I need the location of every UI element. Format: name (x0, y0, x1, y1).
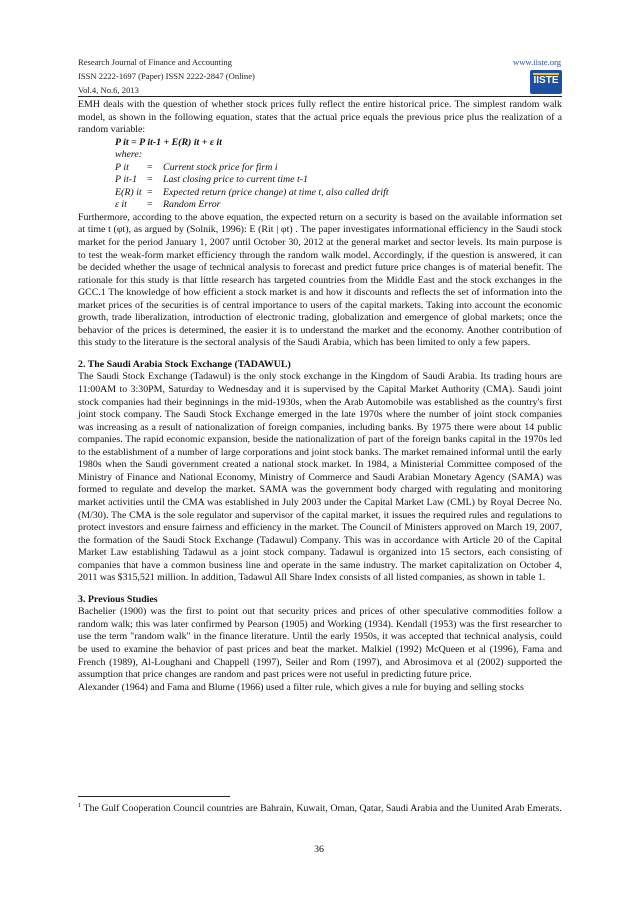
page-number: 36 (314, 844, 324, 855)
random-walk-equation: P it = P it-1 + E(R) it + ε it (115, 136, 222, 148)
definition-text: Last closing price to current time t-1 (163, 174, 308, 186)
definition-symbol: P it-1 (115, 174, 138, 186)
equals-sign: = (147, 174, 153, 186)
efficiency-paragraph: Furthermore, according to the above equation, the expected return on a security is based on the available information set at time t (φt), as argued by (Solnik, 1996): E (Rit | φt) . The paper investigates informational efficiency in the Saudi stock market for the period January 1, 2007 until October 30, 2012 at the general market and sector levels. Its main purpose is to test the weak-form market efficiency through the random walk model. Accordingly, if the question is answered, it can be decided whether the usage of technical analysis to forecast and predict future price changes is of material benefit. The rationale for this study is that little research has targeted countries from the Middle East and the stock exchanges in the GCC.1 The knowledge of how efficient a stock market is and how it discounts and reflects the set of information into the market prices of the securities is of central importance to users of the capital markets. Taking into account the economic growth, trade liberalization, introduction of electronic trading, globalization and emergence of global markets; once the behavior of the prices is determined, the easier it is to understand the market and the economy. Another contribution of this study to the literature is the sectoral analysis of the Saudi Arabia, which has been limited to only a few papers. (78, 211, 562, 349)
definition-row (78, 174, 562, 187)
intro-paragraph: EMH deals with the question of whether stock prices fully reflect the entire historical price. The simplest random walk model, as shown in the following equation, states that the actual price equals the previous price plus the realization of a random variable: (78, 99, 562, 136)
iiste-logo (530, 70, 562, 94)
definition-row (78, 199, 562, 212)
previous-studies-paragraph: Bachelier (1900) was the first to point out that security prices and prices of other speculative commodities follow a random walk; this was later confirmed by Pearson (1905) and Working (1934). Kendall (1953) was the first researcher to use the term "random walk" in the finance literature. Until the early 1950s, it was accepted that technical analysis, could be used to examine the behavior of past prices and beat the market. Malkiel (1992) McQueen et al (1996), Fama and French (1989), Al-Loughani and Chappell (1997), Seiler and Rom (1997), and Abrosimova et al (2002) supported the assumption that price changes are random and past prices were not useful in predicting future price. (78, 606, 562, 681)
page-body (78, 99, 562, 694)
equals-sign: = (147, 161, 153, 173)
definition-text: Random Error (163, 199, 221, 211)
tadawul-paragraph: The Saudi Stock Exchange (Tadawul) is the only stock exchange in the Kingdom of Saudi Arabia. Its trading hours are 11:00AM to 3:30PM, Saturday to Wednesday and it is supervised by the Capital Market Authority (CMA). Saudi joint stock companies had their beginnings in the mid-1930s, when the Arab Automobile was established as the country's first joint stock company. The Saudi Stock Exchange emerged in the late 1970s where the number of joint stock companies was increasing as a result of nationalization of foreign companies, including banks. By 1975 there were about 14 public companies. The rapid economic expansion, beside the nationalization of part of the foreign banks capital in the 1970s led to the establishment of a number of large corporations and joint stock banks. The market remained informal until the early 1980s when the Saudi government created a national stock market. In 1984, a Ministerial Committee composed of the Ministry of Finance and National Economy, Ministry of Commerce and Saudi Arabian Monetary Agency (SAMA) was formed to regulate and develop the market. SAMA was the government body charged with regulating and monitoring market activities until the CMA was established in July 2003 under the Capital Market Law (CML) by Royal Decree No. (M/30). The CMA is the sole regulator and supervisor of the capital market, it issues the required rules and regulations to protect investors and ensure fairness and efficiency in the market. The Council of Ministers approved on March 19, 2007, the formation of the Saudi Stock Exchange (Tadawul) Company. This was in accordance with Article 20 of the Capital Market Law establishing Tadawul as a joint stock company. Tadawul is organized into 15 sectors, each consisting of companies that have a common business line and operate in the same industry. The market capitalization on October 4, 2011 was $315,521 million. In addition, Tadawul All Share Index consists of all listed companies, as shown in table 1. (78, 371, 562, 584)
equals-sign: = (147, 199, 153, 211)
journal-title: Research Journal of Finance and Accounting (78, 57, 232, 67)
equals-sign: = (147, 186, 153, 198)
section-heading-tadawul: 2. The Saudi Arabia Stock Exchange (TADAWUL) (78, 358, 291, 370)
section-heading-previous-studies: 3. Previous Studies (78, 593, 158, 605)
definition-symbol: ε it (115, 199, 127, 211)
definition-row (78, 187, 562, 200)
definition-text: Current stock price for firm i (163, 161, 278, 173)
logo-text: IISTE (533, 75, 559, 86)
definition-symbol: P it (115, 161, 129, 173)
footnote (78, 800, 562, 816)
journal-url-link[interactable]: www.iiste.org (513, 57, 561, 67)
filter-rule-paragraph: Alexander (1964) and Fama and Blume (1966) used a filter rule, which gives a rule for buying and selling stocks (78, 681, 524, 693)
issn-line: ISSN 2222-1697 (Paper) ISSN 2222-2847 (Online) (78, 71, 255, 81)
definition-symbol: E(R) it (115, 186, 142, 198)
definition-row (78, 162, 562, 175)
footnote-mark: 1 (78, 802, 82, 809)
footnote-rule (78, 796, 230, 797)
volume-line: Vol.4, No.6, 2013 (78, 85, 139, 95)
footnote-text: The Gulf Cooperation Council countries are Bahrain, Kuwait, Oman, Qatar, Saudi Arabia and the Uunited Arab Emerats. (81, 803, 562, 814)
where-label: where: (115, 149, 143, 161)
header-rule (78, 96, 562, 97)
definition-text: Expected return (price change) at time t, also called drift (163, 186, 389, 198)
